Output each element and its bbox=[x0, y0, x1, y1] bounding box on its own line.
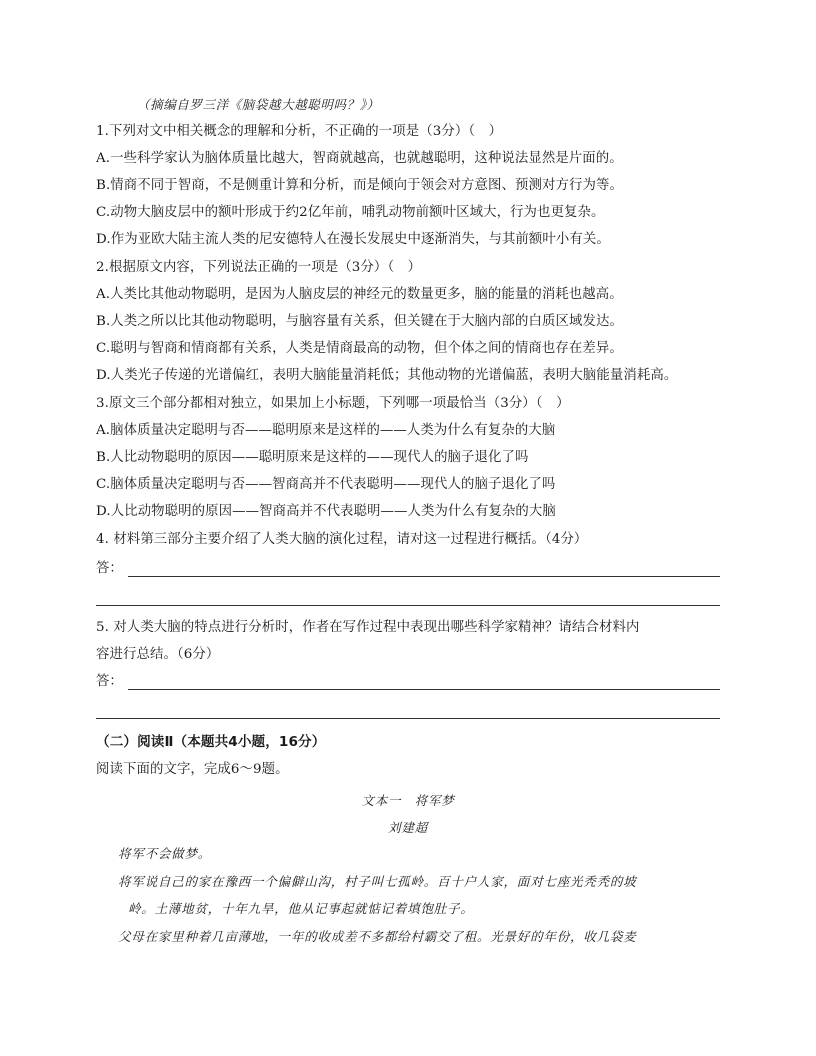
question-5-answer-row[interactable] bbox=[96, 673, 720, 695]
question-2-option-b: B.人类之所以比其他动物聪明，与脑容量有关系，但关键在于大脑内部的白质区域发达。 bbox=[96, 314, 623, 329]
question-3-option-c: C.脑体质量决定聪明与否——智商高并不代表聪明——现代人的脑子退化了吗 bbox=[96, 477, 556, 492]
question-3-stem: 3.原文三个部分都相对独立，如果加上小标题，下列哪一项最恰当（3分）（ ） bbox=[96, 396, 570, 411]
paragraph-2-continued: 岭。土薄地贫，十年九旱，他从记事起就惦记着填饱肚子。 bbox=[128, 901, 474, 916]
answer-label: 答： bbox=[96, 674, 123, 689]
paragraph-2: 将军说自己的家在豫西一个偏僻山沟，村子叫七孤岭。百十户人家，面对七座光秃秃的坡 bbox=[118, 874, 637, 889]
question-5-stem-line-1: 5. 对人类大脑的特点进行分析时，作者在写作过程中表现出哪些科学家精神？请结合材料内 bbox=[96, 620, 640, 635]
question-1-stem: 1.下列对文中相关概念的理解和分析，不正确的一项是（3分）（ ） bbox=[96, 124, 503, 139]
section-heading: （二）阅读Ⅱ（本题共4小题，16分） bbox=[96, 734, 326, 750]
question-3-option-a: A.脑体质量决定聪明与否——聪明原来是这样的——人类为什么有复杂的大脑 bbox=[96, 423, 556, 438]
question-2-stem: 2.根据原文内容，下列说法正确的一项是（3分）（ ） bbox=[96, 260, 422, 275]
question-2-option-a: A.人类比其他动物聪明，是因为人脑皮层的神经元的数量更多，脑的能量的消耗也越高。 bbox=[96, 287, 623, 302]
question-1-option-b: B.情商不同于智商，不是侧重计算和分析，而是倾向于领会对方意图、预测对方行为等。 bbox=[96, 178, 623, 193]
question-3-option-d: D.人比动物聪明的原因——智商高并不代表聪明——人类为什么有复杂的大脑 bbox=[96, 504, 556, 519]
paragraph-1: 将军不会做梦。 bbox=[118, 846, 212, 861]
question-4-answer-row[interactable] bbox=[96, 560, 720, 582]
question-4-stem: 4. 材料第三部分主要介绍了人类大脑的演化过程，请对这一过程进行概括。（4分） bbox=[96, 532, 588, 547]
question-1-option-d: D.作为亚欧大陆主流人类的尼安德特人在漫长发展史中逐渐消失，与其前额叶小有关。 bbox=[96, 232, 610, 247]
question-2-option-c: C.聪明与智商和情商都有关系，人类是情商最高的动物，但个体之间的情商也存在差异。 bbox=[96, 341, 623, 356]
answer-line-2[interactable] bbox=[96, 605, 720, 606]
paragraph-3: 父母在家里种着几亩薄地，一年的收成差不多都给村霸交了租。光景好的年份，收几袋麦 bbox=[118, 929, 637, 944]
question-1-option-a: A.一些科学家认为脑体质量比越大，智商就越高，也就越聪明，这种说法显然是片面的。 bbox=[96, 151, 623, 166]
text-author: 刘建超 bbox=[388, 820, 428, 835]
answer-line-2[interactable] bbox=[96, 718, 720, 719]
section-instruction: 阅读下面的文字，完成6～9题。 bbox=[96, 762, 289, 777]
question-3-option-b: B.人比动物聪明的原因——聪明原来是这样的——现代人的脑子退化了吗 bbox=[96, 450, 529, 465]
answer-line[interactable] bbox=[128, 689, 720, 690]
question-2-option-d: D.人类光子传递的光谱偏红，表明大脑能量消耗低；其他动物的光谱偏蓝，表明大脑能量消耗高。 bbox=[96, 368, 678, 383]
question-1-option-c: C.动物大脑皮层中的额叶形成于约2亿年前，哺乳动物前额叶区域大，行为也更复杂。 bbox=[96, 205, 605, 220]
question-5-stem-line-2: 容进行总结。（6分） bbox=[96, 647, 220, 662]
answer-label: 答： bbox=[96, 561, 123, 576]
source-citation: （摘编自罗三洋《脑袋越大越聪明吗？》） bbox=[137, 97, 380, 112]
answer-line[interactable] bbox=[128, 576, 720, 577]
text-title: 文本一 将军梦 bbox=[361, 793, 455, 808]
